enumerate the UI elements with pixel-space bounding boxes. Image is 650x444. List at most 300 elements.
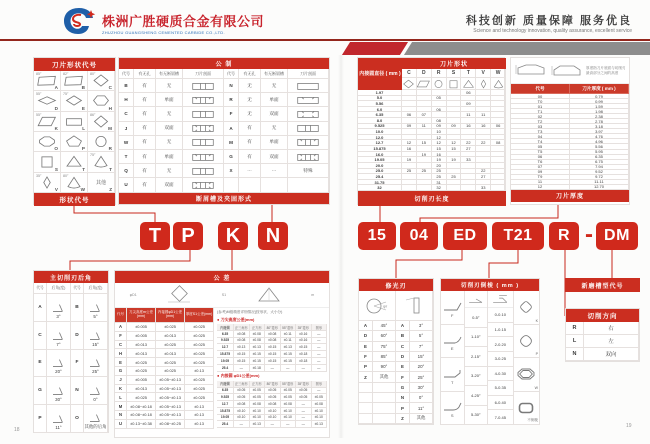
list-cell: 0-5° — [465, 308, 488, 328]
shape-code-label: 形状代号 — [34, 193, 115, 206]
cell: — — [312, 331, 328, 338]
cell: 有 — [134, 93, 156, 107]
code-cell: C — [34, 322, 47, 350]
不倒棱-glyph-cell: 不倒棱 — [514, 392, 539, 426]
cell: 90° — [373, 362, 396, 372]
F-glyph-cell: F — [441, 291, 464, 325]
cell — [183, 164, 224, 178]
cell: ±0.025 — [185, 332, 214, 341]
cs-h0-glyph — [190, 80, 216, 92]
code-letter-N: N — [258, 222, 288, 250]
cell: 03 — [511, 124, 570, 129]
cell: — — [234, 365, 250, 372]
table-row — [119, 164, 224, 178]
list-cell: 代号 — [224, 69, 239, 79]
code-cell: A — [34, 294, 47, 322]
list-cell: T — [461, 69, 476, 78]
cell — [373, 383, 396, 393]
cell: 75° — [373, 342, 396, 352]
cell: 无 — [239, 79, 261, 93]
cell: ±0.08~±0.18 — [127, 402, 156, 411]
edge-p-glyph — [516, 333, 536, 349]
cell: 15° — [410, 352, 433, 362]
cell: 27 — [476, 174, 491, 180]
wedge-glyph — [50, 302, 68, 314]
cell — [261, 178, 288, 192]
cell: 有 — [134, 122, 156, 136]
cell: ±0.15 — [234, 358, 250, 365]
table-row — [119, 178, 224, 192]
list-cell: 正方形 — [250, 381, 266, 388]
cell: F — [224, 107, 239, 121]
thickness-diagrams — [511, 58, 629, 84]
cell: 无 — [261, 79, 288, 93]
list-cell: 刀片剖面 — [183, 69, 224, 79]
cell: ±0.05 — [281, 387, 297, 394]
cell: ±0.05 — [265, 387, 281, 394]
circ-cell — [432, 78, 447, 90]
cell: E — [396, 362, 410, 372]
list-cell: 1-0.15 — [488, 323, 512, 338]
shape-cell-B: 82° B — [61, 71, 88, 91]
cell: J — [115, 376, 127, 385]
cell: F — [396, 372, 410, 382]
clearance-header-row — [34, 283, 108, 294]
table-row — [224, 122, 329, 136]
cell: ±0.13 — [250, 421, 266, 428]
cell: ±0.025 — [185, 393, 214, 402]
cell: — — [312, 338, 328, 345]
list-cell: 后角(度) — [84, 283, 108, 294]
table-row — [119, 150, 224, 164]
tri-cell — [461, 78, 476, 90]
cell: 0.99 — [570, 99, 629, 104]
cell: 00 — [511, 94, 570, 99]
prof-f-glyph — [442, 297, 462, 313]
E-glyph-cell: E — [441, 325, 464, 359]
cell: G — [396, 383, 410, 393]
cell: 15.875 — [217, 351, 234, 358]
cell: — — [296, 408, 312, 415]
table-row — [359, 342, 433, 352]
shape-cell-O: O — [34, 132, 61, 152]
dia80-glyph — [402, 79, 415, 89]
cell: ±0.15 — [234, 351, 250, 358]
cell: 22 — [476, 140, 491, 146]
cell: ±0.05 — [296, 394, 312, 401]
cell: 04 — [511, 134, 570, 139]
cell: 08 — [432, 118, 447, 124]
cell: 27 — [461, 146, 476, 152]
slogan-cn: 科技创新 质量保障 服务优良 — [465, 15, 632, 27]
cell: — — [281, 421, 297, 428]
wedge-glyph — [87, 412, 105, 424]
P-glyph-cell: P — [514, 325, 539, 359]
edge-length-label: 切削刃长度 — [358, 191, 506, 206]
cell: ±0.13 — [250, 344, 266, 351]
code-letter-K: K — [218, 222, 248, 250]
cell: 有 — [239, 150, 261, 164]
par2-glyph — [417, 79, 430, 89]
par2-cell — [417, 78, 432, 90]
cell: ±0.08 — [281, 401, 297, 408]
cell: ±0.05~±0.13 — [156, 385, 185, 394]
m-height-label: ● 刀尖高度公差(mm) — [217, 316, 255, 322]
shape-letter-row — [402, 69, 506, 78]
list-cell: 3-20° — [465, 367, 488, 387]
cell: 6.75 — [570, 160, 629, 165]
table-row — [119, 136, 224, 150]
header-rule — [0, 39, 650, 41]
table-row — [217, 387, 327, 394]
cell: 25.4 — [358, 174, 402, 180]
cell: ±0.10 — [312, 415, 328, 422]
chamfer-title: 切削刃倒棱 ( mm ) — [441, 279, 539, 291]
cell: 19 — [417, 152, 432, 158]
clearance-row — [34, 322, 108, 350]
cell — [183, 150, 224, 164]
shape-cell-K: 55° K — [34, 112, 61, 132]
cell: 85° — [373, 352, 396, 362]
cell: — — [312, 365, 328, 372]
edge-length-rows — [358, 90, 506, 191]
cell: W — [119, 136, 134, 150]
cell: Q — [119, 164, 134, 178]
cell: 10.0 — [358, 129, 402, 135]
cell: ··· — [239, 164, 261, 178]
cell: T1 — [511, 109, 570, 114]
wedge-glyph — [87, 302, 105, 314]
cell: 05 — [511, 144, 570, 149]
list-cell: R — [432, 69, 447, 78]
cell: 1.59 — [570, 104, 629, 109]
cell: 0.79 — [570, 94, 629, 99]
sq-glyph — [447, 79, 460, 89]
chamfer-width-column — [488, 291, 513, 425]
list-cell: V — [476, 69, 491, 78]
clearance-row — [34, 377, 108, 405]
list-cell: 厚度S1公差(mm) — [185, 308, 214, 323]
table-row — [119, 93, 224, 107]
list-cell: 内接圆 — [217, 324, 234, 331]
cell: ±0.025 — [127, 367, 156, 376]
cell: 31.75 — [358, 180, 402, 186]
code-cell: E — [34, 350, 47, 378]
cell: 15.875 — [358, 146, 402, 152]
cell: Z — [396, 414, 410, 424]
shape-cell-T: 75° T — [88, 152, 115, 172]
cell: ±0.025 — [185, 358, 214, 367]
clearance-angle-table — [33, 270, 109, 433]
cell — [183, 136, 224, 150]
tolerance-diagrams — [115, 283, 329, 308]
shape-cell-P: P — [61, 132, 88, 152]
code-cell: D — [71, 322, 84, 350]
cell: 有 — [134, 150, 156, 164]
cell: 5.0 — [358, 96, 402, 102]
cell — [183, 93, 224, 107]
cell: 12 — [447, 140, 462, 146]
list-cell: 圆形 — [312, 381, 328, 388]
cell: ±0.005 — [127, 323, 156, 332]
dia80-cell — [402, 78, 417, 90]
list-cell: 刀片厚度 ( mm ) — [570, 84, 629, 94]
cell: ±0.10 — [281, 408, 297, 415]
cell: 16 — [432, 152, 447, 158]
wedge-glyph — [50, 413, 68, 425]
chamfer-shape-column — [514, 291, 539, 425]
cell: 9.525 — [217, 394, 234, 401]
cell: — — [265, 421, 281, 428]
cell: ±0.13 — [185, 367, 214, 376]
table-row — [224, 79, 329, 93]
insert-shape-title: 刀片形状 — [402, 58, 506, 69]
dia35-cell — [476, 78, 491, 90]
list-cell: 正方形 — [250, 324, 266, 331]
cell: 06 — [511, 155, 570, 160]
sq-cell — [447, 78, 462, 90]
cell: ±0.025 — [185, 376, 214, 385]
table-row — [217, 358, 327, 365]
S-glyph-cell: S — [441, 392, 464, 426]
wedge-glyph — [87, 385, 105, 397]
cell: 10 — [432, 129, 447, 135]
cell: 11 — [461, 112, 476, 118]
cell: ±0.16 — [296, 338, 312, 345]
cell: 单面 — [156, 150, 183, 164]
cell: ±0.025 — [185, 341, 214, 350]
cell: 双面 — [156, 178, 183, 192]
list-cell: 5-30° — [465, 406, 488, 426]
chamfer-table — [440, 278, 540, 425]
list-cell: 代号 — [71, 283, 84, 294]
W-glyph-cell: W — [514, 358, 539, 392]
edge-w-glyph — [516, 366, 536, 382]
cell: — — [265, 365, 281, 372]
wiper-angle-label: ψr — [383, 303, 388, 308]
triangle-diagram-icon — [256, 285, 282, 305]
edge-length-table — [357, 57, 505, 205]
list-cell: 圆形 — [312, 324, 328, 331]
tolerance-main-table — [115, 308, 214, 429]
cell: G — [224, 150, 239, 164]
cell: 5.95 — [570, 150, 629, 155]
shape-table-title: 刀片形状代号 — [34, 58, 115, 71]
slogan-en: Science and technology innovation, quality assurance, excellent service — [473, 28, 632, 34]
cell: T5 — [511, 150, 570, 155]
cell: 有 — [134, 136, 156, 150]
cell: 25 — [447, 174, 462, 180]
cell: 无 — [261, 122, 288, 136]
code-cell: O — [71, 405, 84, 433]
cell: 02 — [511, 114, 570, 119]
cs-h1-glyph — [190, 151, 216, 163]
logo-icon — [60, 6, 98, 36]
list-cell: 2-15° — [465, 347, 488, 367]
code-letter-P: P — [173, 222, 203, 250]
cs-h2-glyph — [295, 151, 321, 163]
list-cell: 2-0.20 — [488, 337, 512, 352]
table-row — [217, 351, 327, 358]
cell: A — [115, 323, 127, 332]
cell: ±0.10 — [265, 415, 281, 422]
cell: 22 — [476, 169, 491, 175]
cell: 09 — [447, 124, 462, 130]
cell: 0° — [410, 393, 433, 403]
clearance-rows — [34, 294, 108, 433]
cell: 12.7 — [358, 140, 402, 146]
cell: 15 — [417, 140, 432, 146]
list-cell: 刀片剖面 — [288, 69, 329, 79]
cell: C — [396, 342, 410, 352]
angle-cell: 3° — [47, 294, 71, 322]
cell: ±0.11 — [281, 338, 297, 345]
cs-02-glyph — [295, 108, 321, 120]
cell: A — [224, 122, 239, 136]
table-row — [566, 335, 639, 348]
cell: ±0.05 — [234, 394, 250, 401]
cell: 25° — [410, 372, 433, 382]
cell — [373, 414, 396, 424]
company-logo — [60, 6, 98, 41]
list-cell: 4-25° — [465, 386, 488, 406]
cell: 20° — [410, 362, 433, 372]
cell: A — [396, 321, 410, 331]
cell: ±0.05 — [234, 387, 250, 394]
cell: 12 — [511, 185, 570, 190]
cell: 1.98 — [570, 109, 629, 114]
cell: 12 — [432, 140, 447, 146]
cell: ±0.005 — [127, 376, 156, 385]
cell: N — [115, 411, 127, 420]
metric-table-title: 公 制 — [119, 58, 329, 69]
cell — [183, 107, 224, 121]
prof-s-glyph — [442, 397, 462, 413]
prof-e-glyph — [442, 330, 462, 346]
company-name-en: ZHUZHOU GUANGSHENG CEMENTED CARBIDE CO.,LTD. — [102, 30, 225, 35]
page-number-right: 19 — [626, 423, 632, 429]
diagram-label-m: m — [311, 293, 315, 297]
cell: 06 — [402, 112, 417, 118]
cell: 19 — [402, 157, 417, 163]
cell: ±0.08 — [265, 338, 281, 345]
code-seg-04: 04 — [400, 222, 438, 250]
cell: 01 — [511, 104, 570, 109]
direction-rows — [566, 322, 639, 361]
cell: 7.94 — [570, 165, 629, 170]
cell: ±0.08 — [234, 401, 250, 408]
cell: 右 — [584, 322, 639, 335]
cell: ±0.10 — [250, 408, 266, 415]
cell: N — [566, 348, 584, 361]
table-row — [115, 367, 214, 376]
m-grade-note: (参考)M级精度详细情况(按形状、大小分) — [217, 310, 283, 314]
cell: F — [359, 352, 373, 362]
metric-table — [118, 57, 330, 205]
cell: D — [396, 352, 410, 362]
cell: 11° — [410, 403, 433, 413]
cell: 3° — [410, 321, 433, 331]
cs-h2-glyph — [190, 122, 216, 134]
cell: 33 — [476, 185, 491, 191]
table-row — [359, 321, 433, 331]
angle-cell: 0° — [84, 377, 108, 405]
page-fold — [338, 55, 344, 438]
cell: 6.35 — [570, 155, 629, 160]
cs-h0-glyph — [190, 165, 216, 177]
cell: T4 — [511, 139, 570, 144]
m-ic-table — [217, 381, 327, 429]
T-glyph-cell: T — [441, 358, 464, 392]
cell: 09 — [432, 124, 447, 130]
cell: 16 — [402, 146, 417, 152]
cell: G — [115, 367, 127, 376]
shape-code-table — [33, 57, 116, 205]
metric-header-row — [119, 69, 329, 79]
metric-left-rows — [119, 79, 224, 193]
cell: ±0.15 — [281, 358, 297, 365]
cell: — — [281, 365, 297, 372]
list-cell: 3-0.25 — [488, 352, 512, 367]
cell: 无 — [156, 164, 183, 178]
cell: C — [115, 341, 127, 350]
cell — [183, 79, 224, 93]
code-seg-DM: DM — [596, 222, 638, 250]
list-cell: 0-0.10 — [488, 308, 512, 323]
cell: 有 — [134, 107, 156, 121]
cell: 06 — [491, 124, 506, 130]
table-row — [224, 150, 329, 164]
cell — [288, 107, 329, 121]
cell: 其他 — [373, 372, 396, 382]
cell — [288, 79, 329, 93]
cell: 08 — [491, 140, 506, 146]
cell: R — [566, 322, 584, 335]
cell: ±0.025 — [156, 323, 185, 332]
table-row — [224, 93, 329, 107]
square-diagram-icon — [166, 285, 192, 305]
cell: ±0.13 — [281, 344, 297, 351]
shape-cell-D: 55° D — [34, 91, 61, 111]
cell — [183, 122, 224, 136]
list-cell: 有无断屑槽 — [156, 69, 183, 79]
table-row — [119, 107, 224, 121]
list-cell: 5-0.35 — [488, 381, 512, 396]
cell: ±0.15 — [265, 351, 281, 358]
cell: T0 — [511, 99, 570, 104]
cell: ±0.13 — [312, 421, 328, 428]
wiper-edge-table — [358, 278, 434, 425]
cell: 9.72 — [570, 175, 629, 180]
cell: ±0.13~±0.38 — [127, 420, 156, 429]
tri-glyph — [64, 155, 84, 168]
tolerance-table — [114, 270, 330, 438]
table-row — [115, 376, 214, 385]
angle-cell: 25° — [84, 350, 108, 378]
cell: 5.56 — [358, 101, 402, 107]
cell: 32 — [358, 185, 402, 191]
cutting-direction-table — [565, 308, 640, 362]
cell: 19.05 — [217, 415, 234, 422]
cell: 09 — [461, 101, 476, 107]
thickness-table — [510, 57, 630, 205]
chamfer-profile-column — [441, 291, 465, 425]
cell — [183, 178, 224, 192]
cell: D — [359, 331, 373, 341]
cell: ±0.10 — [265, 408, 281, 415]
cell: 无 — [156, 79, 183, 93]
list-cell: 有无孔 — [134, 69, 156, 79]
